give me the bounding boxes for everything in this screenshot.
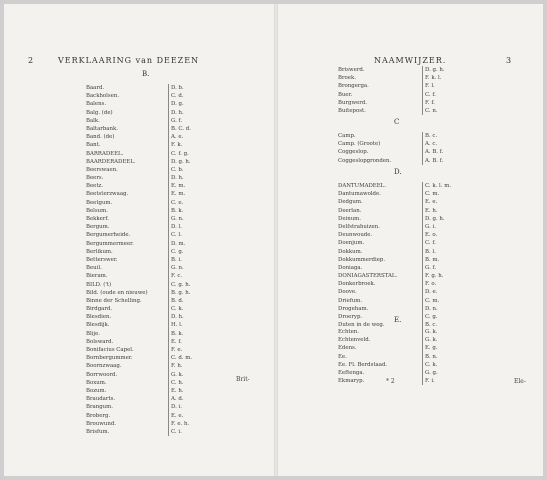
grid-code: F. c. <box>171 273 183 280</box>
grid-code: G. n. <box>171 216 184 222</box>
index-entry: Brouwund. <box>86 420 116 427</box>
index-entry: Broek. <box>338 75 356 82</box>
grid-code: E. o. <box>425 232 438 239</box>
index-entry: Dedgum. <box>338 199 363 206</box>
section-letter-e: E. <box>394 316 402 324</box>
index-entries <box>86 84 148 436</box>
index-entry: Edens. <box>338 345 357 352</box>
grid-code: B. m. <box>425 256 440 263</box>
index-entry: Baltarbank. <box>86 125 118 132</box>
grid-code: C. k. <box>425 361 438 368</box>
index-entry: Dantumawolde. <box>338 191 381 198</box>
grid-code: D. g. <box>171 101 184 108</box>
index-entry: Briswerd. <box>338 67 365 73</box>
grid-code: C. m. <box>425 191 440 198</box>
grid-code: F. g. h. <box>425 273 444 280</box>
index-entry: Ee. Fl. Berdstaad. <box>338 361 388 368</box>
grid-code: D. i. <box>171 404 182 411</box>
grid-code: C. g. <box>171 248 184 255</box>
index-entry: Brangum. <box>86 404 113 411</box>
grid-code: C. m. <box>425 297 440 304</box>
grid-codes-b <box>422 66 445 115</box>
index-entry: Blije. <box>86 330 100 337</box>
index-entry: Blesdien. <box>86 314 112 321</box>
running-head: NAAMWIJZER. <box>374 56 447 65</box>
index-entry: Camp. <box>338 133 356 139</box>
index-entry: Beers. <box>86 175 104 182</box>
index-entries-d <box>338 182 397 329</box>
grid-code: G. g. <box>425 369 438 376</box>
grid-code: F. f. <box>425 99 435 106</box>
index-entry: Belsum. <box>86 207 108 214</box>
index-entries-c <box>338 132 391 165</box>
index-entry: Balk. <box>86 117 100 124</box>
running-head: VERKLAARING van DEEZEN <box>58 56 200 65</box>
grid-code: F. o. <box>425 281 437 288</box>
grid-codes-c <box>422 132 443 165</box>
grid-code: D. b. <box>171 85 184 91</box>
index-entries-e <box>338 328 387 385</box>
grid-code: B. g. h. <box>171 289 191 296</box>
grid-code: D. g. h. <box>425 215 445 222</box>
index-entry: Beetz. <box>86 183 104 190</box>
index-entry: Camp. (Groote) <box>338 141 381 148</box>
grid-code: F. i. <box>425 378 435 385</box>
index-entry: Ekmaryp. <box>338 378 365 385</box>
section-letter-c: C <box>394 118 400 126</box>
index-entry: Bozum. <box>86 387 107 394</box>
index-entry: Bonifacius Capel. <box>86 347 134 353</box>
section-letter-d: D. <box>394 168 402 176</box>
index-entry: DONIAGASTERSTAL. <box>338 273 398 280</box>
grid-code: A. B. f. <box>425 149 444 156</box>
grid-code: G. f. <box>171 117 183 124</box>
index-entry: Balens. <box>86 101 107 108</box>
grid-code: C. d. m. <box>171 355 193 362</box>
grid-code: C. f. <box>425 240 436 247</box>
index-entry: Bergum. <box>86 224 110 231</box>
index-entry: Eeftenga. <box>338 369 365 376</box>
grid-code: D. e. <box>425 289 438 296</box>
grid-code: C. i. <box>171 428 182 435</box>
grid-code: C. f. g. <box>171 150 189 157</box>
grid-code: G. n. <box>171 265 184 272</box>
grid-code: E. h. <box>425 207 438 214</box>
index-entry: BARRADEEL. <box>86 150 124 157</box>
index-entry: DANTUMADEEL. <box>338 183 386 189</box>
index-entry: Doenjum. <box>338 240 365 247</box>
index-entry: Deerlan. <box>338 207 362 214</box>
index-entry: BILD. ('t) <box>86 281 112 288</box>
grid-code: F. e. <box>171 347 183 353</box>
index-entry: Buer. <box>338 91 353 98</box>
catchword: Brit- <box>236 376 250 383</box>
index-entry: Bieram. <box>86 273 108 280</box>
grid-code: D. l. <box>171 224 182 231</box>
grid-code: B. k. <box>171 330 184 337</box>
page-number: 3 <box>506 56 512 65</box>
grid-code: B. k. <box>171 207 184 214</box>
grid-code: C. g. <box>425 314 438 320</box>
grid-code: D. h. <box>171 314 184 321</box>
index-entry: Coggeslopgronden. <box>338 157 392 164</box>
index-entries-b <box>338 66 369 115</box>
grid-code: C. k. <box>171 306 184 313</box>
grid-codes-e <box>422 328 438 385</box>
index-entry: Broberg. <box>86 412 111 419</box>
grid-code: D. n. <box>425 305 438 312</box>
index-entry: Drogeham. <box>338 305 369 312</box>
grid-code: C. h. <box>171 379 184 386</box>
index-entry: Bekkerf. <box>86 216 109 222</box>
index-entry: Doniaga. <box>338 264 363 271</box>
grid-code: C. e. <box>171 199 184 206</box>
index-entry: Brisfum. <box>86 428 110 435</box>
index-entry: Driefum. <box>338 297 363 304</box>
grid-codes <box>168 84 192 436</box>
grid-code: D. g. h. <box>171 158 191 165</box>
index-entry: Buitepost. <box>338 107 366 114</box>
grid-code: B. c. <box>425 133 438 139</box>
index-entry: Ee. <box>338 353 347 360</box>
index-entry: Beetsterzwaag. <box>86 191 129 198</box>
index-entry: Echten. <box>338 329 359 335</box>
grid-code: F. h. <box>171 363 183 370</box>
index-entry: Blesdijk. <box>86 322 110 329</box>
grid-code: C. k. l. m. <box>425 183 452 189</box>
grid-code: F. k. l. <box>425 75 442 82</box>
grid-code: D. h. <box>171 109 184 116</box>
right-page <box>278 4 543 476</box>
index-entry: Boxum. <box>86 379 107 386</box>
grid-code: B. l. <box>425 248 436 255</box>
section-letter-b: B. <box>142 70 150 78</box>
grid-code: E. g. <box>425 345 438 352</box>
grid-code: E. m. <box>171 191 186 198</box>
index-entry: Boornzwaag. <box>86 363 122 370</box>
grid-code: G. k. <box>425 337 438 344</box>
index-entry: Bergumerheide. <box>86 232 131 239</box>
page-number: 2 <box>28 56 34 65</box>
grid-code: A. d. <box>171 396 184 403</box>
index-entry: Binne der Schelling. <box>86 297 142 304</box>
index-entry: Coggeslop. <box>338 149 369 156</box>
grid-code: C. n. <box>425 107 438 114</box>
grid-codes-d <box>422 182 451 329</box>
index-entry: Doove. <box>338 289 357 296</box>
grid-code: D. g. h. <box>425 67 445 73</box>
grid-code: B. C. d. <box>171 125 191 132</box>
grid-code: E. e. <box>425 199 438 206</box>
grid-code: C. d. <box>171 93 184 100</box>
grid-code: E. h. <box>171 387 184 394</box>
index-entry: Birdgard. <box>86 306 113 313</box>
index-entry: Deinum. <box>338 215 362 222</box>
grid-code: C. f. <box>425 91 436 98</box>
index-entry: Bant. <box>86 142 101 149</box>
index-entry: Bornbergummer. <box>86 355 133 362</box>
grid-code: B. i. <box>171 256 182 263</box>
index-entry: Delfstrahuizen. <box>338 223 380 230</box>
catchword: Ele- <box>514 378 526 385</box>
index-entry: Echtenveld. <box>338 337 371 344</box>
open-book-spread <box>4 4 543 476</box>
grid-code: E. f. <box>171 338 182 345</box>
grid-code: A. c. <box>425 141 438 148</box>
grid-code: A. B. f. <box>425 157 444 164</box>
index-entry: Balg. (de) <box>86 109 113 116</box>
grid-code: E. m. <box>171 183 186 190</box>
grid-code: C. g. h. <box>171 281 191 288</box>
grid-code: F. e. h. <box>171 420 190 427</box>
index-entry: Dokkummerdiep. <box>338 256 386 263</box>
grid-code: B. c. <box>425 322 438 329</box>
index-entry: Donkerbroek. <box>338 281 376 288</box>
index-entry: Backholsen. <box>86 93 120 100</box>
grid-code: F. l. <box>425 83 435 90</box>
index-entry: Burgwerd. <box>338 99 368 106</box>
index-entry: BAARDERADEEL. <box>86 158 136 165</box>
grid-code: B. n. <box>425 353 438 360</box>
index-entry: Bild. (oude en nieuwe) <box>86 289 148 296</box>
index-entry: Baard. <box>86 85 105 91</box>
index-entry: Borrwoord. <box>86 371 118 378</box>
index-entry: Duten in de weg. <box>338 322 385 329</box>
grid-code: H. l. <box>171 322 183 329</box>
grid-code: C. b. <box>171 166 184 173</box>
index-entry: Beerswaen. <box>86 166 118 173</box>
grid-code: D. m. <box>171 240 186 247</box>
left-page <box>4 4 274 476</box>
index-entry: Braudarts. <box>86 396 116 403</box>
grid-code: B. d. <box>171 297 184 304</box>
index-entry: Berlikum. <box>86 248 113 255</box>
index-entry: Droeryp. <box>338 314 363 320</box>
grid-code: G. k. <box>171 371 184 378</box>
index-entry: Beetgum. <box>86 199 113 206</box>
grid-code: A. e. <box>171 134 184 141</box>
index-entry: Bolsward. <box>86 338 114 345</box>
index-entry: Betterswer. <box>86 256 118 263</box>
index-entry: Beuil. <box>86 265 102 272</box>
grid-code: G. f. <box>425 264 437 271</box>
grid-code: F. k. <box>171 142 183 149</box>
signature-mark: * 2 <box>386 378 395 385</box>
index-entry: Bergummermeer. <box>86 240 134 247</box>
grid-code: G. i. <box>425 223 436 230</box>
grid-code: D. h. <box>171 175 184 182</box>
index-entry: Deunwoude. <box>338 232 373 239</box>
index-entry: Band. (de) <box>86 134 115 141</box>
grid-code: C. l. <box>171 232 182 239</box>
index-entry: Brongerga. <box>338 83 369 90</box>
index-entry: Dokkum. <box>338 248 363 255</box>
grid-code: E. e. <box>171 412 184 419</box>
grid-code: G. k. <box>425 329 438 335</box>
